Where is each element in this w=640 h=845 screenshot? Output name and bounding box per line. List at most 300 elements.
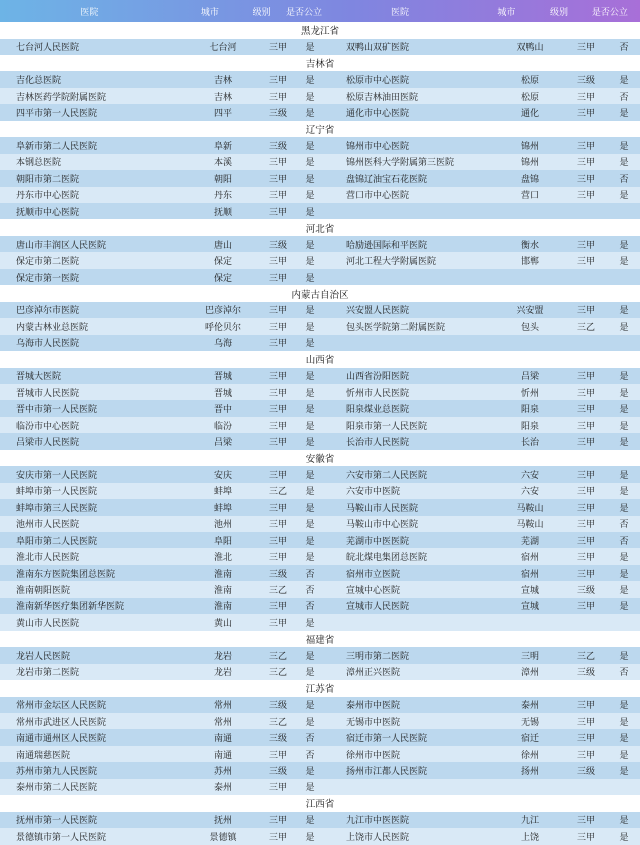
city-cell: 常州 — [213, 717, 232, 728]
hospital-name-cell: 山西省汾阳医院 — [346, 372, 410, 383]
public-status-cell: 是 — [619, 651, 629, 662]
city-cell: 马鞍山 — [516, 520, 544, 531]
hospital-name-cell: 松原市中心医院 — [346, 76, 410, 87]
level-cell: 三级 — [268, 766, 287, 777]
table-row — [0, 39, 640, 55]
city-cell: 宣城 — [520, 602, 539, 613]
column-gap — [320, 433, 338, 449]
hospital-name-cell: 晋中市第一人民医院 — [16, 405, 98, 416]
public-status-cell: 是 — [305, 109, 315, 120]
province-heading: 江苏省 — [0, 680, 640, 697]
province-heading: 内蒙古自治区 — [0, 285, 640, 302]
city-cell: 乌海 — [213, 339, 232, 350]
level-cell: 三甲 — [576, 174, 595, 185]
level-cell: 三甲 — [268, 339, 287, 350]
level-cell: 三甲 — [268, 520, 287, 531]
city-cell: 漳州 — [520, 668, 539, 679]
public-status-cell: 是 — [619, 372, 629, 383]
city-cell: 吕梁 — [520, 372, 539, 383]
public-status-cell: 是 — [619, 832, 629, 843]
city-cell: 阳泉 — [520, 405, 539, 416]
hospital-name-cell: 南通市通州区人民医院 — [16, 734, 107, 745]
hospital-name-cell: 双鸭山双矿医院 — [346, 43, 410, 54]
level-cell: 三级 — [268, 569, 287, 580]
hospital-name-cell: 本钢总医院 — [16, 158, 62, 169]
level-cell: 三甲 — [268, 388, 287, 399]
table-row — [0, 598, 640, 614]
level-cell: 三甲 — [576, 520, 595, 531]
public-status-cell: 是 — [305, 487, 315, 498]
column-gap — [320, 137, 338, 153]
hospital-name-cell: 龙岩人民医院 — [16, 651, 71, 662]
city-cell: 景德镇 — [209, 832, 237, 843]
hospital-name-cell: 南通瑞慈医院 — [16, 750, 71, 761]
column-gap — [320, 746, 338, 762]
city-cell: 淮南 — [213, 569, 232, 580]
level-cell: 三甲 — [576, 92, 595, 103]
city-cell: 淮北 — [213, 553, 232, 564]
level-cell: 三甲 — [576, 553, 595, 564]
table-row — [0, 71, 640, 87]
public-status-cell: 是 — [305, 405, 315, 416]
city-cell: 龙岩 — [213, 668, 232, 679]
public-status-cell: 是 — [305, 553, 315, 564]
city-cell: 徐州 — [520, 750, 539, 761]
city-cell: 苏州 — [213, 766, 232, 777]
level-cell: 三乙 — [576, 322, 595, 333]
public-status-cell: 是 — [305, 783, 315, 794]
level-cell: 三乙 — [268, 668, 287, 679]
hospital-name-cell: 徐州市中医院 — [346, 750, 401, 761]
column-gap — [320, 203, 338, 219]
hospital-name-cell: 阳泉市第一人民医院 — [346, 421, 428, 432]
level-cell: 三乙 — [268, 651, 287, 662]
public-status-cell: 是 — [305, 536, 315, 547]
level-cell: 三甲 — [576, 487, 595, 498]
city-cell: 龙岩 — [213, 651, 232, 662]
hospital-name-cell: 盘锦辽油宝石花医院 — [346, 174, 428, 185]
level-cell: 三甲 — [576, 405, 595, 416]
hospital-table — [0, 22, 640, 845]
table-row — [0, 466, 640, 482]
province-heading: 福建省 — [0, 631, 640, 648]
hospital-name-cell: 晋城市人民医院 — [16, 388, 80, 399]
hospital-name-cell: 抚顺市中心医院 — [16, 207, 80, 218]
hospital-name-cell: 锦州市中心医院 — [346, 141, 410, 152]
table-header — [0, 0, 640, 22]
hospital-name-cell: 丹东市中心医院 — [16, 191, 80, 202]
public-status-cell: 是 — [305, 618, 315, 629]
public-status-cell: 否 — [305, 750, 315, 761]
column-gap — [320, 713, 338, 729]
level-cell: 三甲 — [576, 602, 595, 613]
table-row — [0, 400, 640, 416]
level-cell: 三甲 — [576, 43, 595, 54]
column-gap — [320, 400, 338, 416]
city-cell — [496, 614, 564, 630]
public-status-cell: 是 — [305, 766, 315, 777]
public-status-cell: 是 — [305, 174, 315, 185]
hospital-name-cell: 淮南东方医院集团总医院 — [16, 569, 116, 580]
city-cell: 双鸭山 — [516, 43, 544, 54]
table-row — [0, 614, 640, 630]
city-cell: 常州 — [213, 701, 232, 712]
column-gap — [320, 269, 338, 285]
hospital-name-cell: 晋城大医院 — [16, 372, 62, 383]
level-cell: 三甲 — [268, 783, 287, 794]
level-cell: 三甲 — [268, 43, 287, 54]
public-status-cell: 是 — [619, 76, 629, 87]
hospital-name-cell — [338, 779, 496, 795]
public-status-cell: 是 — [619, 306, 629, 317]
level-cell: 三甲 — [576, 257, 595, 268]
public-status-cell: 是 — [305, 832, 315, 843]
city-cell: 泰州 — [520, 701, 539, 712]
public-status-cell: 是 — [305, 240, 315, 251]
hospital-name-cell: 锦州医科大学附属第三医院 — [346, 158, 455, 169]
level-cell: 三甲 — [576, 421, 595, 432]
column-gap — [320, 88, 338, 104]
level-cell: 三级 — [576, 766, 595, 777]
public-status-cell: 是 — [619, 503, 629, 514]
city-cell: 锦州 — [520, 158, 539, 169]
city-cell: 晋中 — [213, 405, 232, 416]
level-cell: 三甲 — [576, 734, 595, 745]
city-cell: 四平 — [213, 109, 232, 120]
table-row — [0, 170, 640, 186]
city-cell: 邯郸 — [520, 257, 539, 268]
level-cell: 三甲 — [268, 405, 287, 416]
hospital-name-cell: 乌海市人民医院 — [16, 339, 80, 350]
city-cell: 朝阳 — [213, 174, 232, 185]
city-cell: 南通 — [213, 750, 232, 761]
hospital-name-cell: 通化市中心医院 — [346, 109, 410, 120]
public-status-cell: 是 — [619, 405, 629, 416]
public-status-cell: 是 — [305, 141, 315, 152]
header-city-right: 城市 — [497, 7, 516, 18]
table-row — [0, 532, 640, 548]
table-row — [0, 137, 640, 153]
table-row — [0, 318, 640, 334]
column-gap — [320, 598, 338, 614]
column-gap — [320, 647, 338, 663]
public-status-cell: 否 — [619, 536, 629, 547]
city-cell: 抚州 — [213, 816, 232, 827]
level-cell: 三甲 — [268, 372, 287, 383]
public-status-cell — [608, 335, 640, 351]
public-status-cell: 是 — [619, 158, 629, 169]
column-gap — [320, 252, 338, 268]
province-heading: 山西省 — [0, 351, 640, 368]
public-status-cell: 否 — [619, 668, 629, 679]
level-cell: 三乙 — [268, 717, 287, 728]
hospital-name-cell: 忻州市人民医院 — [346, 388, 410, 399]
public-status-cell: 是 — [305, 372, 315, 383]
city-cell: 保定 — [213, 273, 232, 284]
public-status-cell: 是 — [619, 717, 629, 728]
hospital-name-cell: 阜阳市第二人民医院 — [16, 536, 98, 547]
column-gap — [320, 71, 338, 87]
level-cell: 三甲 — [576, 701, 595, 712]
hospital-name-cell: 三明市第二医院 — [346, 651, 410, 662]
column-gap — [320, 154, 338, 170]
table-row — [0, 812, 640, 828]
public-status-cell: 是 — [619, 750, 629, 761]
city-cell: 本溪 — [213, 158, 232, 169]
public-status-cell: 是 — [305, 668, 315, 679]
table-row — [0, 88, 640, 104]
city-cell: 宿州 — [520, 553, 539, 564]
city-cell: 蚌埠 — [213, 487, 232, 498]
hospital-name-cell: 淮北市人民医院 — [16, 553, 80, 564]
hospital-name-cell: 四平市第一人民医院 — [16, 109, 98, 120]
city-cell: 巴彦淖尔 — [204, 306, 241, 317]
hospital-name-cell: 淮南朝阳医院 — [16, 586, 71, 597]
column-gap — [320, 236, 338, 252]
hospital-name-cell: 松原吉林油田医院 — [346, 92, 419, 103]
city-cell — [496, 203, 564, 219]
province-heading: 黑龙江省 — [0, 22, 640, 39]
public-status-cell: 是 — [305, 503, 315, 514]
city-cell: 扬州 — [520, 766, 539, 777]
level-cell: 三级 — [268, 734, 287, 745]
public-status-cell — [608, 269, 640, 285]
level-cell: 三甲 — [576, 569, 595, 580]
city-cell: 通化 — [520, 109, 539, 120]
public-status-cell: 是 — [619, 816, 629, 827]
hospital-name-cell: 扬州市江都人民医院 — [346, 766, 428, 777]
column-gap — [320, 187, 338, 203]
city-cell: 池州 — [213, 520, 232, 531]
public-status-cell: 是 — [619, 701, 629, 712]
level-cell — [564, 203, 608, 219]
public-status-cell: 是 — [305, 816, 315, 827]
level-cell: 三级 — [576, 586, 595, 597]
city-cell: 芜湖 — [520, 536, 539, 547]
hospital-name-cell: 漳州正兴医院 — [346, 668, 401, 679]
level-cell: 三甲 — [268, 832, 287, 843]
hospital-name-cell: 保定市第一医院 — [16, 273, 80, 284]
public-status-cell: 否 — [305, 586, 315, 597]
city-cell: 衡水 — [520, 240, 539, 251]
province-heading: 辽宁省 — [0, 121, 640, 138]
header-level-right: 级别 — [550, 7, 569, 18]
city-cell: 七台河 — [209, 43, 237, 54]
table-row — [0, 154, 640, 170]
city-cell: 上饶 — [520, 832, 539, 843]
column-gap — [320, 812, 338, 828]
city-cell: 唐山 — [213, 240, 232, 251]
hospital-name-cell: 苏州市第九人民医院 — [16, 766, 98, 777]
city-cell: 六安 — [520, 487, 539, 498]
city-cell: 南通 — [213, 734, 232, 745]
level-cell: 三甲 — [268, 306, 287, 317]
public-status-cell: 是 — [619, 240, 629, 251]
table-row — [0, 565, 640, 581]
column-gap — [320, 516, 338, 532]
column-gap — [320, 762, 338, 778]
city-cell: 保定 — [213, 257, 232, 268]
public-status-cell: 是 — [619, 141, 629, 152]
city-cell: 吉林 — [213, 92, 232, 103]
city-cell: 九江 — [520, 816, 539, 827]
city-cell: 安庆 — [213, 470, 232, 481]
table-row — [0, 729, 640, 745]
city-cell: 马鞍山 — [516, 503, 544, 514]
hospital-name-cell — [338, 203, 496, 219]
column-gap — [320, 697, 338, 713]
city-cell: 晋城 — [213, 388, 232, 399]
table-row — [0, 384, 640, 400]
table-row — [0, 746, 640, 762]
city-cell — [496, 779, 564, 795]
level-cell: 三甲 — [268, 207, 287, 218]
hospital-name-cell: 吉化总医院 — [16, 76, 62, 87]
hospital-name-cell: 七台河人民医院 — [16, 43, 80, 54]
province-heading: 河北省 — [0, 219, 640, 236]
city-cell: 盘锦 — [520, 174, 539, 185]
level-cell: 三甲 — [268, 257, 287, 268]
level-cell: 三甲 — [268, 438, 287, 449]
city-cell: 晋城 — [213, 372, 232, 383]
hospital-name-cell: 长治市人民医院 — [346, 438, 410, 449]
table-row — [0, 433, 640, 449]
hospital-name-cell: 唐山市丰润区人民医院 — [16, 240, 107, 251]
level-cell: 三甲 — [268, 750, 287, 761]
public-status-cell: 是 — [619, 766, 629, 777]
table-row — [0, 664, 640, 680]
city-cell: 呼伦贝尔 — [204, 322, 241, 333]
level-cell: 三级 — [576, 76, 595, 87]
public-status-cell: 是 — [619, 191, 629, 202]
level-cell — [564, 779, 608, 795]
city-cell: 三明 — [520, 651, 539, 662]
hospital-name-cell: 池州市人民医院 — [16, 520, 80, 531]
table-row — [0, 499, 640, 515]
city-cell: 松原 — [520, 92, 539, 103]
column-gap — [320, 302, 338, 318]
province-heading: 安徽省 — [0, 450, 640, 467]
city-cell: 抚顺 — [213, 207, 232, 218]
hospital-name-cell: 蚌埠市第三人民医院 — [16, 503, 98, 514]
city-cell: 丹东 — [213, 191, 232, 202]
table-row — [0, 483, 640, 499]
public-status-cell: 是 — [305, 520, 315, 531]
hospital-name-cell: 蚌埠市第一人民医院 — [16, 487, 98, 498]
hospital-name-cell: 马鞍山市人民医院 — [346, 503, 419, 514]
city-cell: 临汾 — [213, 421, 232, 432]
public-status-cell: 否 — [305, 569, 315, 580]
level-cell: 三乙 — [268, 586, 287, 597]
hospital-name-cell: 营口市中心医院 — [346, 191, 410, 202]
hospital-name-cell: 宣城市人民医院 — [346, 602, 410, 613]
hospital-name-cell: 泰州市中医院 — [346, 701, 401, 712]
public-status-cell: 是 — [305, 717, 315, 728]
level-cell: 三级 — [576, 668, 595, 679]
public-status-cell — [608, 203, 640, 219]
hospital-name-cell: 皖北煤电集团总医院 — [346, 553, 428, 564]
public-status-cell: 是 — [619, 322, 629, 333]
city-cell: 蚌埠 — [213, 503, 232, 514]
hospital-name-cell: 常州市金坛区人民医院 — [16, 701, 107, 712]
public-status-cell: 是 — [619, 421, 629, 432]
header-level-left: 级别 — [252, 7, 271, 18]
province-heading: 江西省 — [0, 795, 640, 812]
column-gap — [320, 499, 338, 515]
hospital-name-cell — [338, 269, 496, 285]
table-row — [0, 236, 640, 252]
hospital-name-cell: 临汾市中心医院 — [16, 421, 80, 432]
hospital-name-cell: 泰州市第二人民医院 — [16, 783, 98, 794]
level-cell: 三甲 — [268, 174, 287, 185]
level-cell: 三甲 — [268, 191, 287, 202]
level-cell: 三甲 — [576, 388, 595, 399]
city-cell: 长治 — [520, 438, 539, 449]
header-hospital-right: 医院 — [391, 7, 410, 18]
level-cell — [564, 269, 608, 285]
hospital-name-cell: 宣城中心医院 — [346, 586, 401, 597]
public-status-cell: 是 — [305, 158, 315, 169]
hospital-name-cell: 芜湖市中医医院 — [346, 536, 410, 547]
city-cell: 兴安盟 — [516, 306, 544, 317]
hospital-name-cell: 安庆市第一人民医院 — [16, 470, 98, 481]
level-cell: 三甲 — [576, 750, 595, 761]
public-status-cell: 否 — [619, 520, 629, 531]
level-cell: 三级 — [268, 240, 287, 251]
level-cell: 三甲 — [576, 306, 595, 317]
public-status-cell: 是 — [305, 339, 315, 350]
hospital-name-cell: 阜新市第二人民医院 — [16, 141, 98, 152]
city-cell: 锦州 — [520, 141, 539, 152]
column-gap — [320, 39, 338, 55]
table-row — [0, 762, 640, 778]
column-gap — [320, 828, 338, 844]
public-status-cell: 是 — [305, 701, 315, 712]
public-status-cell: 是 — [305, 207, 315, 218]
hospital-name-cell: 六安市第二人民医院 — [346, 470, 428, 481]
column-gap — [320, 104, 338, 120]
city-cell: 营口 — [520, 191, 539, 202]
public-status-cell: 是 — [305, 92, 315, 103]
level-cell: 三甲 — [576, 717, 595, 728]
table-row — [0, 828, 640, 844]
hospital-name-cell: 宿迁市第一人民医院 — [346, 734, 428, 745]
hospital-name-cell — [338, 614, 496, 630]
hospital-name-cell: 常州市武进区人民医院 — [16, 717, 107, 728]
public-status-cell: 是 — [305, 191, 315, 202]
public-status-cell: 是 — [619, 388, 629, 399]
header-hospital-left: 医院 — [80, 7, 99, 18]
public-status-cell: 是 — [619, 734, 629, 745]
city-cell: 黄山 — [213, 618, 232, 629]
table-row — [0, 516, 640, 532]
level-cell: 三甲 — [576, 372, 595, 383]
table-row — [0, 697, 640, 713]
level-cell: 三甲 — [576, 141, 595, 152]
public-status-cell: 否 — [619, 92, 629, 103]
level-cell: 三甲 — [268, 618, 287, 629]
column-gap — [320, 664, 338, 680]
public-status-cell: 是 — [305, 421, 315, 432]
city-cell: 忻州 — [520, 388, 539, 399]
table-row — [0, 368, 640, 384]
city-cell: 宿迁 — [520, 734, 539, 745]
public-status-cell: 是 — [305, 76, 315, 87]
level-cell — [564, 335, 608, 351]
hospital-name-cell: 淮南新华医疗集团新华医院 — [16, 602, 125, 613]
level-cell: 三甲 — [576, 158, 595, 169]
public-status-cell: 是 — [619, 438, 629, 449]
